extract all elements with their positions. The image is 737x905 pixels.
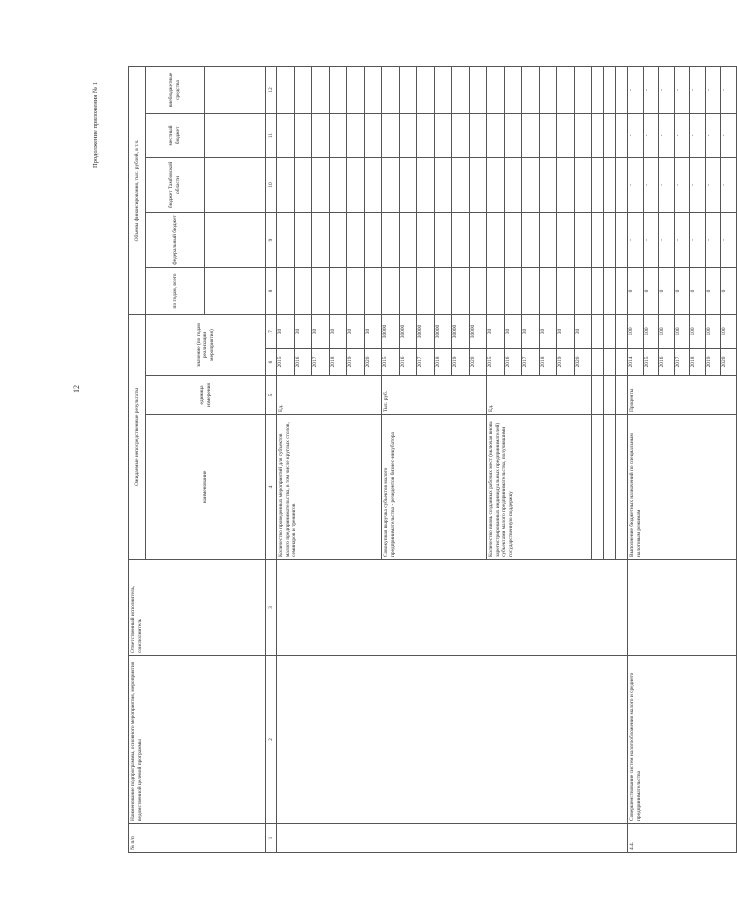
value-cell: 30 xyxy=(539,314,557,348)
reg-cell: - xyxy=(705,157,721,212)
finance-cell xyxy=(504,113,522,157)
column-number: 5 xyxy=(266,376,277,415)
extra-cell: - xyxy=(643,66,659,113)
empty-cell xyxy=(592,349,604,376)
fed-cell: - xyxy=(721,212,737,267)
empty-cell xyxy=(592,376,604,415)
finance-cell xyxy=(504,157,522,212)
empty-cell xyxy=(592,66,604,113)
finance-cell xyxy=(347,66,365,113)
finance-cell xyxy=(312,66,330,113)
year-cell: 2019 xyxy=(557,349,575,376)
result-name: Совокупная выручка субъектов малого предпринимательства - резидентов бизнес-инкубатора xyxy=(382,415,487,560)
column-number: 8 xyxy=(266,267,277,314)
finance-cell xyxy=(539,113,557,157)
finance-cell xyxy=(574,113,592,157)
value-cell: 30 xyxy=(557,314,575,348)
header-num: № п/п xyxy=(129,824,266,853)
reg-cell: - xyxy=(721,157,737,212)
finance-cell xyxy=(487,113,505,157)
year-cell: 2020 xyxy=(364,349,382,376)
extra-cell: - xyxy=(705,66,721,113)
reg-cell: - xyxy=(690,157,706,212)
value-cell: 30000 xyxy=(382,314,400,348)
reg-cell: - xyxy=(674,157,690,212)
value-cell: 100 xyxy=(721,314,737,348)
value-cell: 100 xyxy=(674,314,690,348)
finance-cell xyxy=(469,66,487,113)
empty-cell xyxy=(604,415,616,560)
finance-cell xyxy=(469,267,487,314)
extra-cell: - xyxy=(690,66,706,113)
header-loc: местный бюджет xyxy=(146,113,205,157)
total-cell: 0 xyxy=(659,267,675,314)
finance-cell xyxy=(277,212,295,267)
finance-cell xyxy=(522,157,540,212)
header-reg: бюджет Тамбовской области xyxy=(146,157,205,212)
fed-cell: - xyxy=(659,212,675,267)
result-name: Выполнение бюджетных назначений по специальным налоговым режимам xyxy=(628,415,737,560)
finance-cell xyxy=(382,212,400,267)
header-finance: Объемы финансирования, тыс. рублей, в т.ч. xyxy=(129,66,146,314)
finance-cell xyxy=(557,66,575,113)
cell-executor xyxy=(628,560,737,656)
value-cell: 30 xyxy=(312,314,330,348)
empty-cell xyxy=(604,267,616,314)
cell-program-name xyxy=(277,656,628,824)
empty-cell xyxy=(592,157,604,212)
year-cell: 2014 xyxy=(628,349,644,376)
year-cell: 2017 xyxy=(522,349,540,376)
finance-cell xyxy=(574,157,592,212)
finance-cell xyxy=(399,267,417,314)
finance-cell xyxy=(504,267,522,314)
empty-cell xyxy=(616,113,628,157)
finance-cell xyxy=(504,212,522,267)
empty-cell xyxy=(604,314,616,348)
empty-cell xyxy=(616,314,628,348)
finance-cell xyxy=(364,157,382,212)
finance-cell xyxy=(294,267,312,314)
header-result-name: наименование xyxy=(146,415,266,560)
result-name: Количество вновь созданных рабочих мест (включая вновь зарегистрированных индивидуальных предпринимателей) субъектами малого предпринимательства, получившими государственную поддержку xyxy=(487,415,592,560)
total-cell: 0 xyxy=(705,267,721,314)
value-cell: 30000 xyxy=(399,314,417,348)
finance-cell xyxy=(417,157,435,212)
value-cell: 100 xyxy=(643,314,659,348)
finance-cell xyxy=(329,267,347,314)
finance-cell xyxy=(382,157,400,212)
year-cell: 2017 xyxy=(417,349,435,376)
year-cell: 2017 xyxy=(674,349,690,376)
value-cell: 30000 xyxy=(452,314,470,348)
finance-cell xyxy=(347,267,365,314)
finance-cell xyxy=(539,267,557,314)
reg-cell: - xyxy=(628,157,644,212)
column-number: 2 xyxy=(266,656,277,824)
finance-cell xyxy=(417,267,435,314)
finance-cell xyxy=(487,157,505,212)
reg-cell: - xyxy=(643,157,659,212)
loc-cell: - xyxy=(690,113,706,157)
year-cell: 2015 xyxy=(382,349,400,376)
reg-cell: - xyxy=(659,157,675,212)
finance-cell xyxy=(329,157,347,212)
year-cell: 2018 xyxy=(690,349,706,376)
finance-cell xyxy=(364,267,382,314)
column-number: 12 xyxy=(266,66,277,113)
finance-cell xyxy=(347,113,365,157)
year-cell: 2016 xyxy=(659,349,675,376)
finance-cell xyxy=(347,157,365,212)
column-number: 4 xyxy=(266,415,277,560)
table-row xyxy=(277,66,295,852)
header-executor: Ответственный исполнитель, соисполнитель xyxy=(129,560,266,656)
finance-cell xyxy=(399,66,417,113)
finance-cell xyxy=(417,113,435,157)
column-number: 3 xyxy=(266,560,277,656)
header-extra: внебюджетные средства xyxy=(146,66,205,113)
cell-num xyxy=(277,824,628,853)
finance-cell xyxy=(294,113,312,157)
loc-cell: - xyxy=(721,113,737,157)
year-cell: 2015 xyxy=(277,349,295,376)
finance-cell xyxy=(539,66,557,113)
value-cell: 30 xyxy=(294,314,312,348)
finance-cell xyxy=(382,113,400,157)
header-total: по годам, всего xyxy=(146,267,205,314)
empty-cell xyxy=(604,157,616,212)
empty-cell xyxy=(592,267,604,314)
extra-cell: - xyxy=(628,66,644,113)
loc-cell: - xyxy=(674,113,690,157)
year-cell: 2018 xyxy=(434,349,452,376)
finance-cell xyxy=(364,66,382,113)
total-cell: 0 xyxy=(690,267,706,314)
finance-cell xyxy=(329,113,347,157)
fed-cell: - xyxy=(643,212,659,267)
finance-cell xyxy=(539,157,557,212)
finance-cell xyxy=(452,212,470,267)
empty-cell xyxy=(592,212,604,267)
extra-cell: - xyxy=(659,66,675,113)
empty-cell xyxy=(604,212,616,267)
fed-cell: - xyxy=(628,212,644,267)
finance-cell xyxy=(574,66,592,113)
loc-cell: - xyxy=(705,113,721,157)
finance-cell xyxy=(277,66,295,113)
result-unit: Проценты xyxy=(628,376,737,415)
empty-cell xyxy=(616,349,628,376)
finance-cell xyxy=(382,66,400,113)
empty-cell xyxy=(592,113,604,157)
finance-cell xyxy=(294,66,312,113)
finance-cell xyxy=(522,267,540,314)
table-row xyxy=(628,66,644,852)
finance-cell xyxy=(487,212,505,267)
finance-cell xyxy=(434,157,452,212)
finance-cell xyxy=(294,157,312,212)
result-name: Количество проведенных мероприятий для субъектов малого предпринимательства, в том числе круглых столов, семинаров и тренингов xyxy=(277,415,382,560)
finance-cell xyxy=(452,267,470,314)
value-cell: 100 xyxy=(705,314,721,348)
finance-cell xyxy=(312,212,330,267)
loc-cell: - xyxy=(659,113,675,157)
year-cell: 2019 xyxy=(347,349,365,376)
header-value: значение (по годам реализации мероприятия) xyxy=(146,314,266,375)
value-cell: 100 xyxy=(659,314,675,348)
year-cell: 2018 xyxy=(329,349,347,376)
column-number: 10 xyxy=(266,157,277,212)
year-cell: 2019 xyxy=(705,349,721,376)
column-number: 6 xyxy=(266,349,277,376)
finance-cell xyxy=(277,157,295,212)
row-number: 4.4. xyxy=(628,824,737,853)
finance-cell xyxy=(312,157,330,212)
finance-cell xyxy=(469,212,487,267)
program-table xyxy=(128,66,737,853)
finance-cell xyxy=(312,267,330,314)
value-cell: 30000 xyxy=(417,314,435,348)
column-number: 9 xyxy=(266,212,277,267)
extra-cell: - xyxy=(721,66,737,113)
page-number: 12 xyxy=(72,385,81,393)
empty-cell xyxy=(592,415,604,560)
finance-cell xyxy=(574,267,592,314)
column-number: 7 xyxy=(266,314,277,348)
year-cell: 2017 xyxy=(312,349,330,376)
finance-cell xyxy=(277,267,295,314)
year-cell: 2020 xyxy=(574,349,592,376)
finance-cell xyxy=(399,157,417,212)
finance-cell xyxy=(452,66,470,113)
header-name: Наименование подпрограммы, основного мероприятия, мероприятия ведомственной целевой программы xyxy=(129,656,266,824)
finance-cell xyxy=(434,212,452,267)
finance-cell xyxy=(469,157,487,212)
finance-cell xyxy=(557,267,575,314)
value-cell: 30 xyxy=(574,314,592,348)
finance-cell xyxy=(277,113,295,157)
finance-cell xyxy=(452,157,470,212)
value-cell: 30 xyxy=(329,314,347,348)
finance-cell xyxy=(522,212,540,267)
finance-cell xyxy=(434,113,452,157)
value-cell: 30 xyxy=(522,314,540,348)
total-cell: 0 xyxy=(721,267,737,314)
year-cell: 2015 xyxy=(643,349,659,376)
finance-cell xyxy=(329,212,347,267)
value-cell: 30000 xyxy=(469,314,487,348)
value-cell: 30 xyxy=(277,314,295,348)
finance-cell xyxy=(504,66,522,113)
finance-cell xyxy=(364,212,382,267)
empty-cell xyxy=(592,314,604,348)
year-cell: 2016 xyxy=(504,349,522,376)
year-cell: 2016 xyxy=(294,349,312,376)
value-cell: 30000 xyxy=(434,314,452,348)
finance-cell xyxy=(539,212,557,267)
result-unit: Тыс. руб. xyxy=(382,376,487,415)
finance-cell xyxy=(329,66,347,113)
finance-cell xyxy=(399,212,417,267)
finance-cell xyxy=(364,113,382,157)
empty-cell xyxy=(616,157,628,212)
header-fed: федеральный бюджет xyxy=(146,212,205,267)
finance-cell xyxy=(399,113,417,157)
extra-cell: - xyxy=(674,66,690,113)
value-cell: 100 xyxy=(628,314,644,348)
total-cell: 0 xyxy=(643,267,659,314)
loc-cell: - xyxy=(628,113,644,157)
year-cell: 2018 xyxy=(539,349,557,376)
appendix-caption: Продолжение приложения № 1 xyxy=(92,82,99,168)
fed-cell: - xyxy=(705,212,721,267)
result-unit: Ед. xyxy=(277,376,382,415)
measure-title: Совершенствование систем налогообложения малого и среднего предпринимательства xyxy=(628,656,737,824)
header-results: Ожидаемые непосредственные результаты xyxy=(129,314,146,559)
column-number: 11 xyxy=(266,113,277,157)
finance-cell xyxy=(452,113,470,157)
finance-cell xyxy=(469,113,487,157)
finance-cell xyxy=(487,66,505,113)
year-cell: 2015 xyxy=(487,349,505,376)
result-unit: Ед. xyxy=(487,376,592,415)
value-cell: 30 xyxy=(364,314,382,348)
value-cell: 30 xyxy=(487,314,505,348)
empty-cell xyxy=(616,267,628,314)
empty-cell xyxy=(604,66,616,113)
empty-cell xyxy=(616,66,628,113)
empty-cell xyxy=(604,349,616,376)
year-cell: 2019 xyxy=(452,349,470,376)
finance-cell xyxy=(312,113,330,157)
finance-cell xyxy=(487,267,505,314)
column-number: 1 xyxy=(266,824,277,853)
year-cell: 2020 xyxy=(721,349,737,376)
finance-cell xyxy=(347,212,365,267)
finance-cell xyxy=(557,113,575,157)
year-cell: 2016 xyxy=(399,349,417,376)
finance-cell xyxy=(417,212,435,267)
finance-cell xyxy=(557,157,575,212)
loc-cell: - xyxy=(643,113,659,157)
finance-cell xyxy=(294,212,312,267)
finance-cell xyxy=(417,66,435,113)
empty-cell xyxy=(616,212,628,267)
value-cell: 30 xyxy=(504,314,522,348)
finance-cell xyxy=(574,212,592,267)
total-cell: 0 xyxy=(628,267,644,314)
finance-cell xyxy=(434,66,452,113)
finance-cell xyxy=(382,267,400,314)
finance-cell xyxy=(557,212,575,267)
fed-cell: - xyxy=(690,212,706,267)
empty-cell xyxy=(616,415,628,560)
value-cell: 30 xyxy=(347,314,365,348)
empty-cell xyxy=(604,113,616,157)
finance-cell xyxy=(434,267,452,314)
fed-cell: - xyxy=(674,212,690,267)
empty-cell xyxy=(616,376,628,415)
empty-cell xyxy=(604,376,616,415)
finance-cell xyxy=(522,66,540,113)
header-unit: единица измерения xyxy=(146,376,266,415)
cell-executor xyxy=(277,560,628,656)
finance-cell xyxy=(522,113,540,157)
year-cell: 2020 xyxy=(469,349,487,376)
total-cell: 0 xyxy=(674,267,690,314)
value-cell: 100 xyxy=(690,314,706,348)
